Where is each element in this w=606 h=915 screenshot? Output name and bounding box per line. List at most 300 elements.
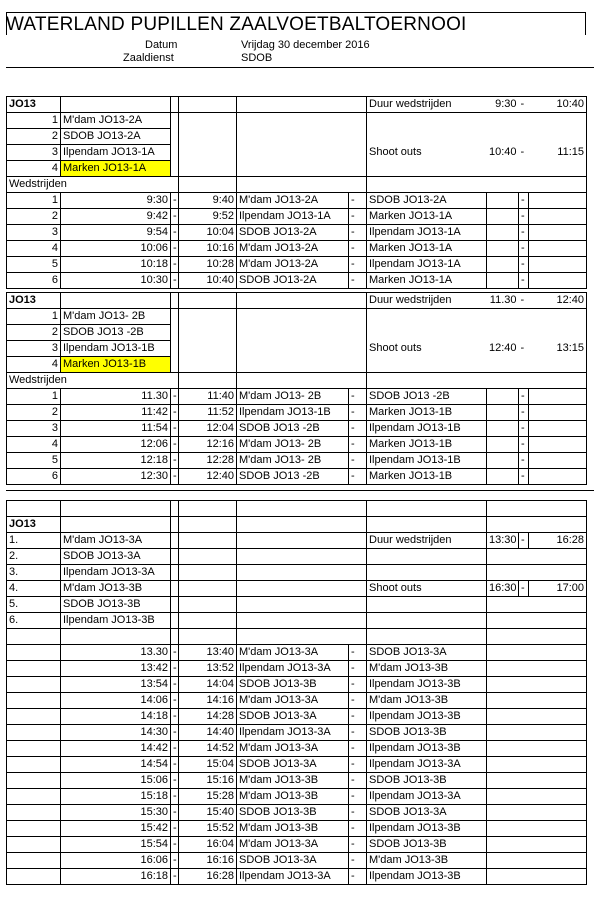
cell [529, 469, 587, 485]
cell [487, 421, 519, 437]
cell [487, 693, 587, 709]
cell [61, 629, 171, 645]
match-end: 11:40 [179, 389, 237, 405]
match-row [7, 437, 587, 453]
team-row [7, 113, 587, 129]
match-away: SDOB JO13-3B [367, 773, 487, 789]
cell [487, 257, 519, 273]
match-row [7, 209, 587, 225]
match-end: 10:28 [179, 257, 237, 273]
dash: - [171, 805, 179, 821]
wedstrijden-row [7, 373, 587, 389]
match-home: SDOB JO13-3B [237, 805, 349, 821]
match-start: 10:06 [61, 241, 171, 257]
dash: - [349, 645, 367, 661]
team-name: SDOB JO13-2A [61, 129, 171, 145]
match-home: M'dam JO13-3A [237, 741, 349, 757]
match-row [7, 661, 587, 677]
cell [519, 325, 529, 341]
cell [367, 549, 487, 565]
cell [237, 97, 367, 113]
dash: - [519, 453, 529, 469]
match-number: 3 [7, 421, 61, 437]
match-start: 14:06 [61, 693, 171, 709]
match-number: 6 [7, 469, 61, 485]
match-home: M'dam JO13-3A [237, 645, 349, 661]
cell [7, 661, 61, 677]
cell [367, 565, 487, 581]
cell [487, 309, 519, 325]
match-end: 15:16 [179, 773, 237, 789]
cell [7, 821, 61, 837]
cell [529, 325, 587, 341]
match-home: SDOB JO13-3A [237, 709, 349, 725]
team-row [7, 309, 587, 325]
match-row [7, 741, 587, 757]
team-number: 3 [7, 341, 61, 357]
cell [367, 113, 487, 129]
team-row [7, 565, 587, 581]
match-end: 14:52 [179, 741, 237, 757]
dash: - [349, 661, 367, 677]
cell [179, 581, 237, 597]
match-row [7, 193, 587, 209]
cell [487, 209, 519, 225]
cell [7, 741, 61, 757]
team-row [7, 533, 587, 549]
match-start: 12:06 [61, 437, 171, 453]
schedule-table-3 [6, 500, 587, 885]
match-away: Ilpendam JO13-1B [367, 421, 487, 437]
cell [487, 773, 587, 789]
cell [487, 129, 519, 145]
match-end: 10:04 [179, 225, 237, 241]
cell [179, 533, 237, 549]
cell [171, 565, 179, 581]
cell [529, 161, 587, 177]
match-home: Ilpendam JO13-3A [237, 869, 349, 885]
dash: - [349, 273, 367, 289]
team-name: Ilpendam JO13-3A [61, 565, 171, 581]
match-start: 9:42 [61, 209, 171, 225]
dash: - [171, 209, 179, 225]
match-row [7, 645, 587, 661]
team-name: M'dam JO13- 2B [61, 309, 171, 325]
match-away: Ilpendam JO13-3B [367, 821, 487, 837]
match-home: SDOB JO13 -2B [237, 469, 349, 485]
match-away: Ilpendam JO13-1A [367, 225, 487, 241]
cell [61, 97, 171, 113]
match-away: Marken JO13-1B [367, 437, 487, 453]
match-start: 15:06 [61, 773, 171, 789]
match-start: 11:42 [61, 405, 171, 421]
cell [237, 373, 367, 389]
dash: - [171, 453, 179, 469]
dash: - [171, 693, 179, 709]
dash: - [171, 837, 179, 853]
dash: - [171, 469, 179, 485]
team-number: 2. [7, 549, 61, 565]
match-home: M'dam JO13-3B [237, 789, 349, 805]
cell [179, 113, 237, 177]
match-home: M'dam JO13- 2B [237, 437, 349, 453]
group-label: JO13 [7, 97, 61, 113]
match-end: 10:16 [179, 241, 237, 257]
match-start: 16:06 [61, 853, 171, 869]
match-row [7, 869, 587, 885]
match-home: SDOB JO13-3A [237, 853, 349, 869]
cell [237, 565, 367, 581]
dash: - [519, 469, 529, 485]
cell [529, 389, 587, 405]
match-end: 13:52 [179, 661, 237, 677]
match-end: 13:40 [179, 645, 237, 661]
cell [237, 629, 367, 645]
cell [179, 177, 237, 193]
dash: - [349, 853, 367, 869]
cell [519, 161, 529, 177]
cell [487, 709, 587, 725]
match-number: 4 [7, 241, 61, 257]
match-start: 15:42 [61, 821, 171, 837]
dash: - [349, 773, 367, 789]
match-end: 16:16 [179, 853, 237, 869]
team-name: Ilpendam JO13-1B [61, 341, 171, 357]
team-number: 1 [7, 113, 61, 129]
match-home: Ilpendam JO13-1B [237, 405, 349, 421]
dash: - [171, 437, 179, 453]
match-away: Marken JO13-1B [367, 469, 487, 485]
cell [7, 501, 61, 517]
cell [179, 613, 237, 629]
cell [7, 645, 61, 661]
team-number: 4 [7, 161, 61, 177]
match-number: 5 [7, 257, 61, 273]
match-away: SDOB JO13-3A [367, 805, 487, 821]
dash: - [349, 677, 367, 693]
cell [179, 309, 237, 373]
match-number: 3 [7, 225, 61, 241]
cell [179, 97, 237, 113]
match-row [7, 241, 587, 257]
match-row [7, 709, 587, 725]
dash: - [349, 821, 367, 837]
shoot-start: 16:30 [487, 581, 519, 597]
cell [237, 177, 367, 193]
cell [171, 97, 179, 113]
cell [487, 741, 587, 757]
match-end: 12:16 [179, 437, 237, 453]
cell [61, 293, 171, 309]
dash: - [171, 661, 179, 677]
match-away: SDOB JO13 -2B [367, 389, 487, 405]
dash: - [171, 645, 179, 661]
cell [487, 677, 587, 693]
team-number: 3 [7, 145, 61, 161]
dash: - [171, 725, 179, 741]
team-number: 3. [7, 565, 61, 581]
match-row [7, 225, 587, 241]
match-start: 13:54 [61, 677, 171, 693]
cell [7, 837, 61, 853]
dash: - [349, 725, 367, 741]
team-row [7, 581, 587, 597]
wedstrijden-row [7, 177, 587, 193]
match-start: 13.30 [61, 645, 171, 661]
cell [487, 469, 519, 485]
cell [171, 517, 179, 533]
dash: - [171, 389, 179, 405]
match-home: Ilpendam JO13-1A [237, 209, 349, 225]
match-away: M'dam JO13-3B [367, 693, 487, 709]
shoot-start: 10:40 [488, 146, 517, 158]
dash: - [349, 405, 367, 421]
match-row [7, 257, 587, 273]
match-row [7, 805, 587, 821]
match-start: 11:54 [61, 421, 171, 437]
match-start: 15:18 [61, 789, 171, 805]
match-away: Ilpendam JO13-1A [367, 257, 487, 273]
match-row [7, 725, 587, 741]
cell [487, 661, 587, 677]
section-divider [6, 490, 594, 491]
cell [487, 325, 519, 341]
team-name: Marken JO13-1A [61, 161, 171, 177]
match-row [7, 789, 587, 805]
shoot-end: 17:00 [529, 581, 587, 597]
cell [487, 405, 519, 421]
dash: - [519, 225, 529, 241]
cell [367, 613, 487, 629]
cell [7, 869, 61, 885]
cell [7, 629, 61, 645]
cell [171, 113, 179, 177]
cell [367, 325, 487, 341]
match-home: SDOB JO13-3B [237, 677, 349, 693]
cell [487, 757, 587, 773]
dash: - [349, 193, 367, 209]
match-away: Marken JO13-1B [367, 405, 487, 421]
dash: - [349, 693, 367, 709]
dash: - [349, 257, 367, 273]
dash: - [171, 241, 179, 257]
match-end: 14:04 [179, 677, 237, 693]
cell [179, 373, 237, 389]
dash: - [171, 757, 179, 773]
cell [171, 613, 179, 629]
shoot-end: 13:15 [529, 341, 587, 357]
cell [179, 565, 237, 581]
wedstrijden-label: Wedstrijden [7, 373, 171, 389]
match-row [7, 453, 587, 469]
cell [487, 357, 519, 373]
cell [237, 549, 367, 565]
match-end: 15:52 [179, 821, 237, 837]
cell [171, 597, 179, 613]
cell [367, 629, 487, 645]
wedstrijden-label: Wedstrijden [7, 177, 171, 193]
match-start: 11.30 [61, 389, 171, 405]
team-name: Ilpendam JO13-1A [61, 145, 171, 161]
match-end: 10:40 [179, 273, 237, 289]
duur-end: 10:40 [529, 97, 587, 113]
dash: - [171, 421, 179, 437]
schedule-table-1 [6, 96, 587, 289]
match-end: 12:04 [179, 421, 237, 437]
dash: - [519, 581, 529, 597]
team-name: M'dam JO13-3A [61, 533, 171, 549]
match-home: Ilpendam JO13-3A [237, 725, 349, 741]
match-row [7, 773, 587, 789]
match-row [7, 677, 587, 693]
match-home: M'dam JO13-3A [237, 837, 349, 853]
match-start: 12:30 [61, 469, 171, 485]
cell [487, 389, 519, 405]
match-number: 6 [7, 273, 61, 289]
match-row [7, 469, 587, 485]
cell [529, 257, 587, 273]
match-start: 10:30 [61, 273, 171, 289]
dash: - [171, 273, 179, 289]
match-row [7, 837, 587, 853]
cell [7, 709, 61, 725]
match-end: 15:28 [179, 789, 237, 805]
dash: - [349, 709, 367, 725]
dash: - [349, 469, 367, 485]
cell [519, 357, 529, 373]
cell [487, 241, 519, 257]
cell [237, 501, 367, 517]
match-number: 5 [7, 453, 61, 469]
match-home: SDOB JO13-2A [237, 273, 349, 289]
header-divider [6, 67, 594, 68]
match-number: 4 [7, 437, 61, 453]
match-away: Ilpendam JO13-3A [367, 789, 487, 805]
team-number: 1 [7, 309, 61, 325]
match-end: 9:40 [179, 193, 237, 209]
match-away: Ilpendam JO13-3A [367, 757, 487, 773]
match-end: 12:40 [179, 469, 237, 485]
cell [179, 517, 237, 533]
cell [367, 501, 487, 517]
cell [237, 597, 367, 613]
cell [367, 597, 487, 613]
match-away: Marken JO13-1A [367, 273, 487, 289]
match-home: M'dam JO13-3B [237, 821, 349, 837]
dash: - [520, 146, 525, 158]
dash: - [349, 241, 367, 257]
team-name: SDOB JO13 -2B [61, 325, 171, 341]
cell [7, 757, 61, 773]
match-away: Marken JO13-1A [367, 241, 487, 257]
match-row [7, 389, 587, 405]
cell [7, 677, 61, 693]
match-number: 1 [7, 193, 61, 209]
team-number: 4. [7, 581, 61, 597]
cell [487, 725, 587, 741]
cell [529, 437, 587, 453]
match-number: 2 [7, 209, 61, 225]
match-away: SDOB JO13-2A [367, 193, 487, 209]
dash: - [519, 405, 529, 421]
team-name: M'dam JO13-3B [61, 581, 171, 597]
team-number: 2 [7, 129, 61, 145]
dash: - [349, 757, 367, 773]
zaaldienst-value: SDOB [241, 52, 273, 64]
dash: - [349, 421, 367, 437]
dash: - [519, 209, 529, 225]
cell [61, 517, 171, 533]
match-home: SDOB JO13-3A [237, 757, 349, 773]
cell [7, 725, 61, 741]
cell [529, 113, 587, 129]
dash: - [349, 789, 367, 805]
match-away: Ilpendam JO13-3B [367, 869, 487, 885]
match-home: M'dam JO13-2A [237, 193, 349, 209]
match-end: 14:40 [179, 725, 237, 741]
dash: - [171, 257, 179, 273]
match-row [7, 273, 587, 289]
match-start: 10:18 [61, 257, 171, 273]
duur-start: 11.30 [487, 293, 519, 309]
cell [529, 193, 587, 209]
match-home: M'dam JO13-2A [237, 257, 349, 273]
cell [487, 437, 519, 453]
match-row [7, 421, 587, 437]
cell [171, 533, 179, 549]
cell [487, 645, 587, 661]
match-start: 14:42 [61, 741, 171, 757]
cell [519, 309, 529, 325]
cell [237, 293, 367, 309]
match-end: 11:52 [179, 405, 237, 421]
match-home: M'dam JO13- 2B [237, 453, 349, 469]
cell [171, 309, 179, 373]
cell [171, 373, 179, 389]
dash: - [349, 209, 367, 225]
team-number: 5. [7, 597, 61, 613]
cell [7, 693, 61, 709]
shoot-label: Shoot outs [367, 145, 487, 161]
dash: - [519, 293, 529, 309]
cell [529, 357, 587, 373]
cell [487, 517, 587, 533]
dash: - [349, 225, 367, 241]
dash: - [519, 389, 529, 405]
cell [367, 177, 587, 193]
match-start: 14:30 [61, 725, 171, 741]
team-name: Ilpendam JO13-3B [61, 613, 171, 629]
cell [487, 113, 519, 129]
cell [529, 129, 587, 145]
dash: - [171, 869, 179, 885]
match-number: 1 [7, 389, 61, 405]
cell [367, 161, 487, 177]
cell [237, 309, 367, 373]
match-home: SDOB JO13 -2B [237, 421, 349, 437]
shoot-end: 11:15 [529, 145, 587, 161]
cell [237, 113, 367, 177]
match-start: 15:30 [61, 805, 171, 821]
dash: - [519, 437, 529, 453]
cell [237, 533, 367, 549]
group-header-row [7, 97, 587, 113]
match-away: M'dam JO13-3B [367, 661, 487, 677]
cell [529, 453, 587, 469]
cell [487, 821, 587, 837]
match-away: Ilpendam JO13-3B [367, 709, 487, 725]
dash: - [171, 677, 179, 693]
